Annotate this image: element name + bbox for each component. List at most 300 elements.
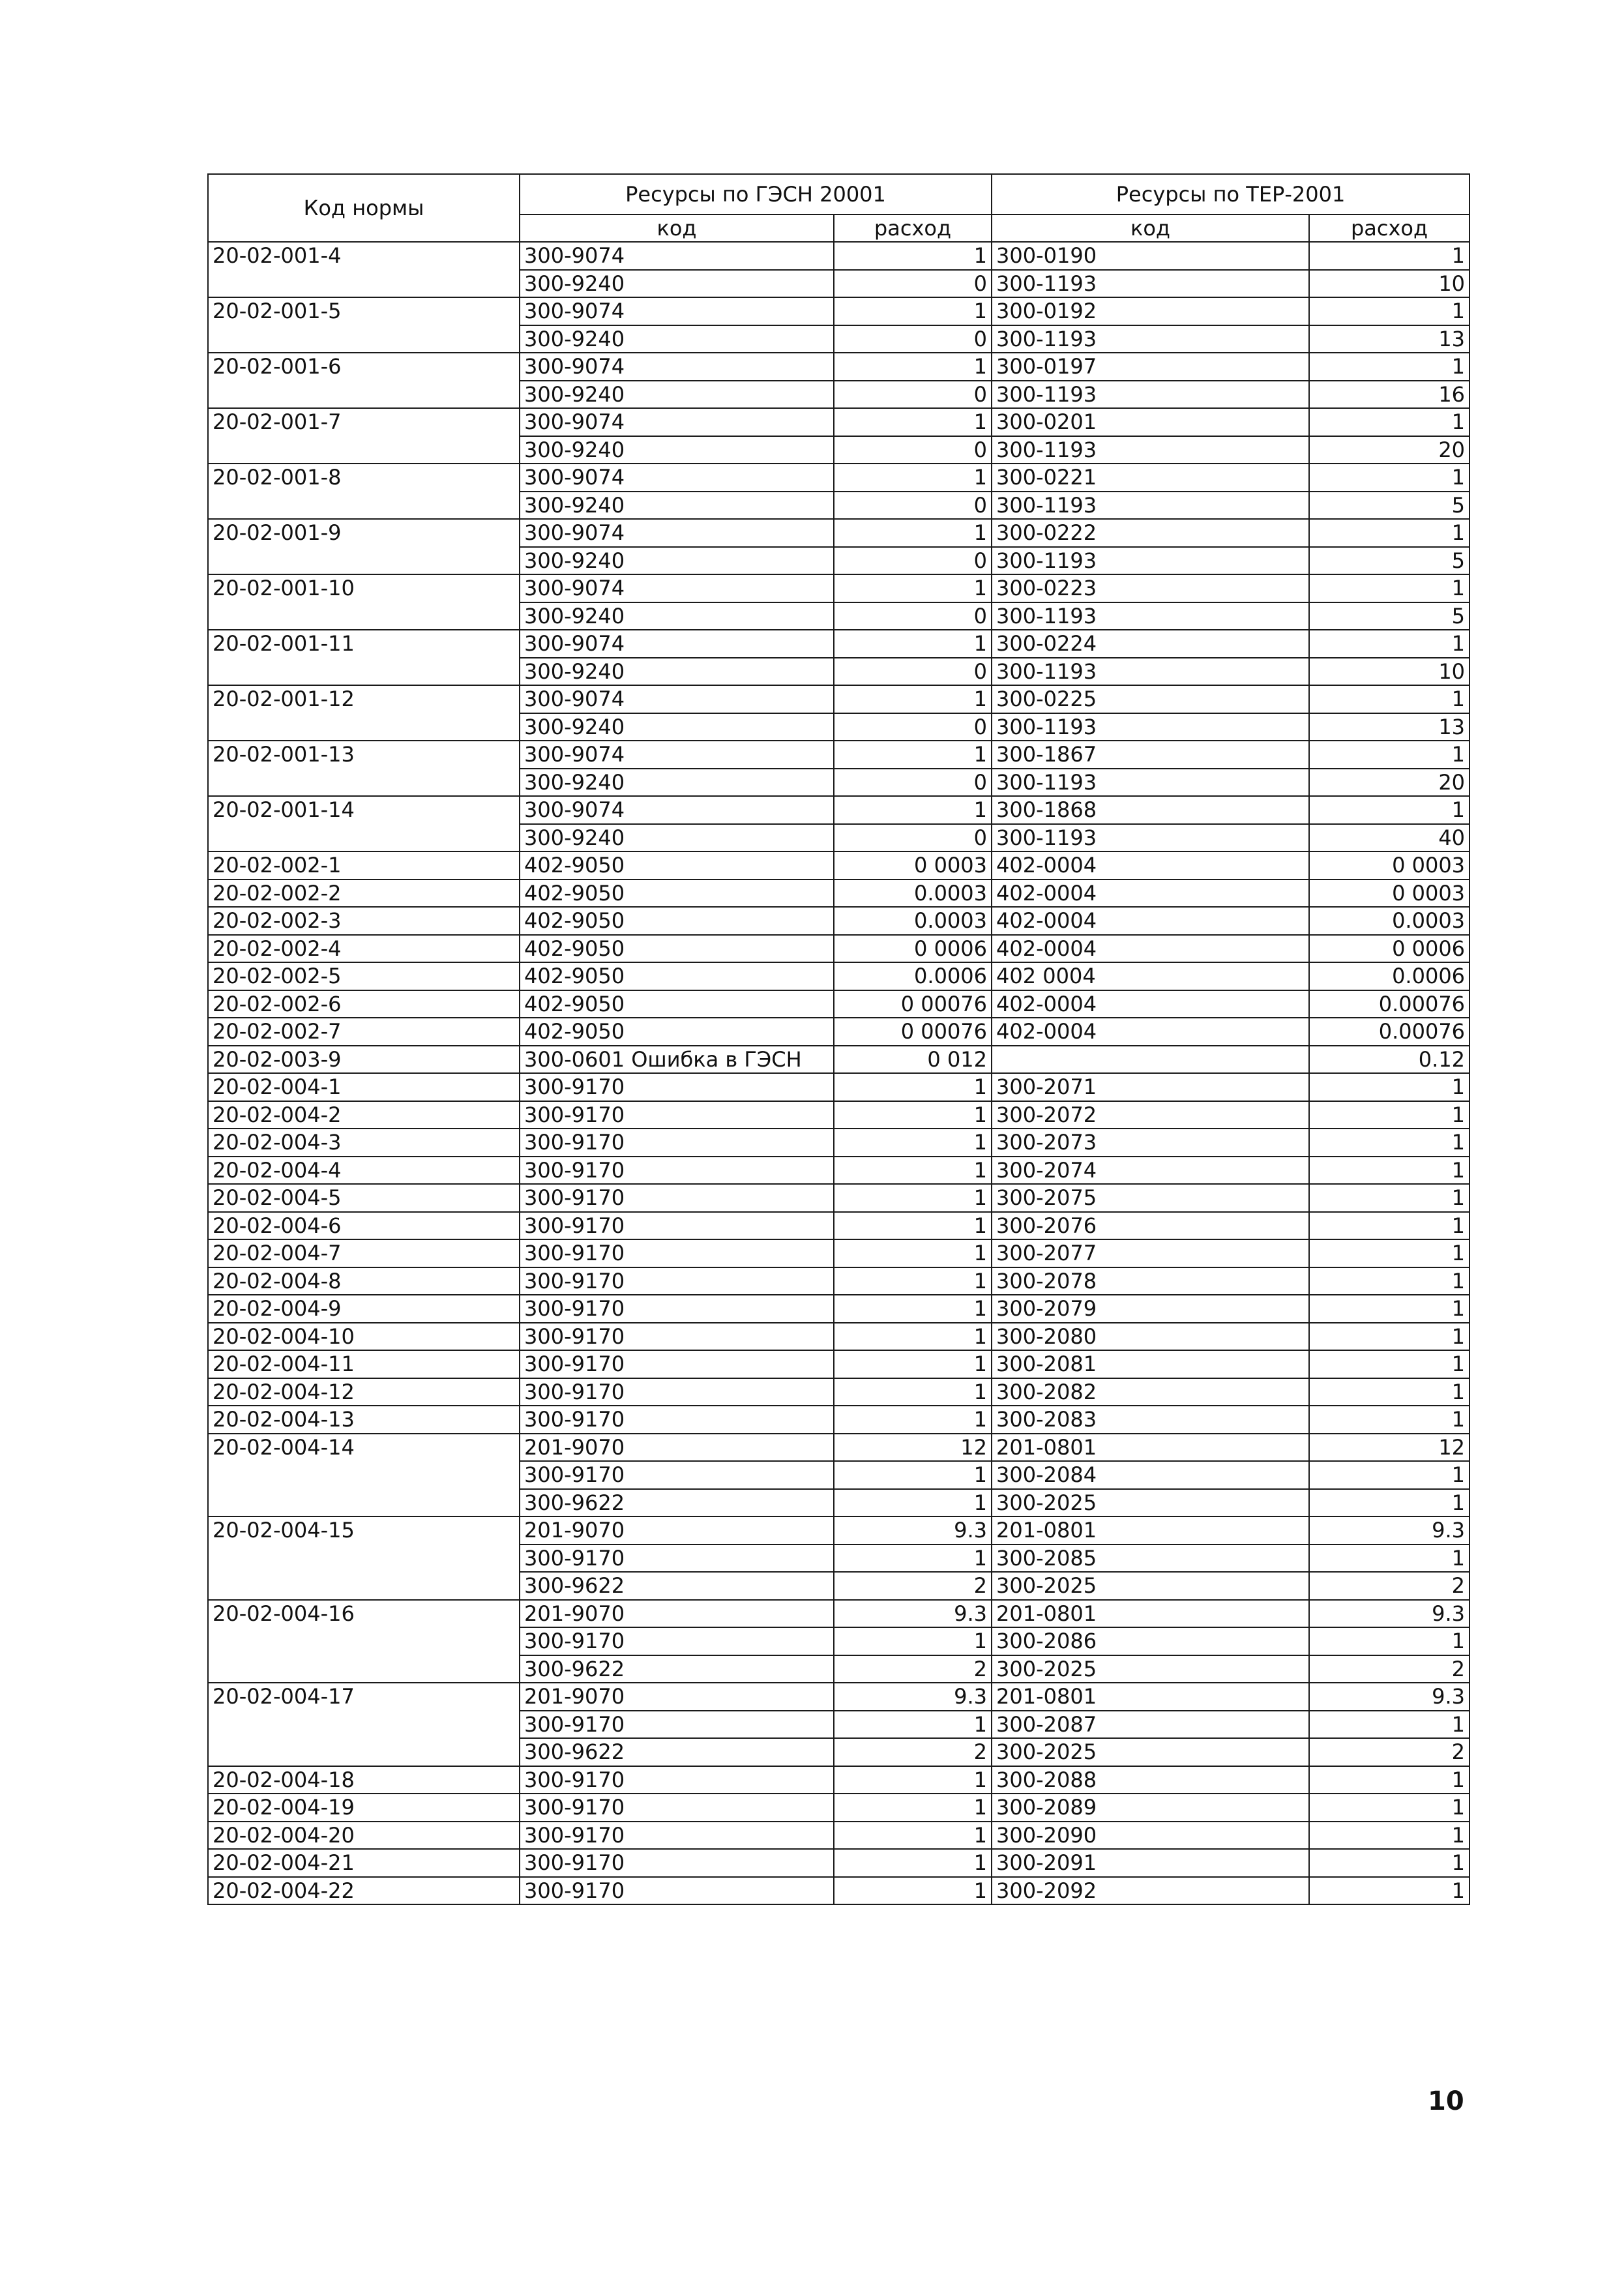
norm-code-cell: 20-02-004-2 [208, 1101, 520, 1129]
ter-usage-cell: 1 [1309, 1129, 1469, 1157]
gesn-usage-cell: 1 [834, 1350, 992, 1378]
gesn-usage-cell: 1 [834, 796, 992, 824]
gesn-usage-cell: 0 [834, 325, 992, 353]
gesn-usage-cell: 1 [834, 1212, 992, 1240]
ter-code-cell: 402-0004 [992, 935, 1309, 963]
table-row [208, 1239, 1469, 1267]
ter-usage-cell: 1 [1309, 519, 1469, 547]
ter-code-cell: 300-2082 [992, 1378, 1309, 1406]
ter-code-cell: 300-2085 [992, 1545, 1309, 1573]
ter-usage-cell: 1 [1309, 1212, 1469, 1240]
gesn-code-cell: 300-9170 [520, 1711, 834, 1739]
table-row [208, 1766, 1469, 1794]
norm-code-cell: 20-02-004-13 [208, 1406, 520, 1434]
ter-usage-cell: 1 [1309, 242, 1469, 270]
ter-usage-cell: 1 [1309, 574, 1469, 602]
ter-code-cell: 300-2083 [992, 1406, 1309, 1434]
ter-usage-cell: 1 [1309, 685, 1469, 713]
ter-code-cell: 300-2025 [992, 1572, 1309, 1600]
gesn-usage-cell: 1 [834, 1129, 992, 1157]
table-row [208, 879, 1469, 908]
ter-usage-cell: 20 [1309, 769, 1469, 797]
gesn-usage-cell: 1 [834, 1323, 992, 1351]
gesn-code-cell: 300-9240 [520, 325, 834, 353]
gesn-usage-cell: 1 [834, 519, 992, 547]
gesn-code-cell: 300-9170 [520, 1822, 834, 1850]
gesn-usage-cell: 1 [834, 1822, 992, 1850]
ter-code-cell: 300-2025 [992, 1489, 1309, 1517]
ter-usage-cell: 1 [1309, 1295, 1469, 1323]
gesn-code-cell: 300-9170 [520, 1073, 834, 1101]
header-gesn-code: код [520, 214, 834, 242]
gesn-usage-cell: 0 [834, 381, 992, 409]
norm-code-cell: 20-02-004-11 [208, 1350, 520, 1378]
gesn-code-cell: 300-9170 [520, 1406, 834, 1434]
gesn-usage-cell: 1 [834, 1627, 992, 1655]
table-row [208, 741, 1469, 769]
gesn-usage-cell: 0 0006 [834, 935, 992, 963]
norm-code-cell: 20-02-001-13 [208, 741, 520, 796]
ter-code-cell: 300-2075 [992, 1184, 1309, 1212]
norm-code-cell: 20-02-002-4 [208, 935, 520, 963]
gesn-code-cell: 402-9050 [520, 907, 834, 935]
gesn-usage-cell: 1 [834, 1766, 992, 1794]
gesn-usage-cell: 1 [834, 1406, 992, 1434]
ter-usage-cell: 1 [1309, 408, 1469, 436]
ter-usage-cell: 1 [1309, 1267, 1469, 1295]
ter-usage-cell: 1 [1309, 1627, 1469, 1655]
norm-code-cell: 20-02-004-9 [208, 1295, 520, 1323]
gesn-usage-cell: 12 [834, 1434, 992, 1462]
norm-code-cell: 20-02-004-18 [208, 1766, 520, 1794]
gesn-code-cell: 300-9170 [520, 1627, 834, 1655]
table-row [208, 297, 1469, 325]
ter-usage-cell: 10 [1309, 658, 1469, 686]
ter-code-cell: 402-0004 [992, 1018, 1309, 1046]
ter-code-cell: 300-0197 [992, 353, 1309, 381]
page-number: 10 [1428, 2086, 1464, 2116]
gesn-code-cell: 300-9240 [520, 381, 834, 409]
ter-code-cell: 300-2092 [992, 1877, 1309, 1905]
ter-usage-cell: 0 0003 [1309, 851, 1469, 879]
table-row [208, 851, 1469, 879]
ter-code-cell: 300-2087 [992, 1711, 1309, 1739]
table-row [208, 1129, 1469, 1157]
table-row [208, 1184, 1469, 1212]
gesn-usage-cell: 1 [834, 1461, 992, 1489]
gesn-code-cell: 300-9170 [520, 1378, 834, 1406]
gesn-code-cell: 402-9050 [520, 1018, 834, 1046]
header-group-gesn: Ресурсы по ГЭСН 20001 [520, 174, 992, 214]
gesn-usage-cell: 1 [834, 685, 992, 713]
norm-code-cell: 20-02-004-8 [208, 1267, 520, 1295]
ter-usage-cell: 0.0003 [1309, 907, 1469, 935]
ter-usage-cell: 0.00076 [1309, 990, 1469, 1018]
table-row [208, 1018, 1469, 1046]
ter-code-cell: 300-1193 [992, 270, 1309, 298]
ter-code-cell: 300-1193 [992, 824, 1309, 852]
gesn-usage-cell: 0 0003 [834, 851, 992, 879]
gesn-code-cell: 201-9070 [520, 1683, 834, 1711]
ter-code-cell: 300-1193 [992, 769, 1309, 797]
ter-usage-cell: 1 [1309, 630, 1469, 658]
norm-code-cell: 20-02-004-19 [208, 1794, 520, 1822]
ter-usage-cell: 1 [1309, 1545, 1469, 1573]
ter-code-cell: 300-2077 [992, 1239, 1309, 1267]
ter-usage-cell: 0 0003 [1309, 879, 1469, 908]
gesn-code-cell: 201-9070 [520, 1600, 834, 1628]
norm-code-cell: 20-02-004-17 [208, 1683, 520, 1766]
ter-usage-cell: 5 [1309, 602, 1469, 630]
ter-usage-cell: 1 [1309, 1378, 1469, 1406]
gesn-code-cell: 300-9074 [520, 685, 834, 713]
table-row [208, 685, 1469, 713]
ter-usage-cell: 5 [1309, 492, 1469, 520]
ter-usage-cell: 2 [1309, 1738, 1469, 1766]
gesn-usage-cell: 1 [834, 1849, 992, 1877]
gesn-code-cell: 402-9050 [520, 962, 834, 990]
gesn-usage-cell: 0 [834, 602, 992, 630]
norm-code-cell: 20-02-001-9 [208, 519, 520, 574]
gesn-usage-cell: 0 [834, 436, 992, 464]
gesn-code-cell: 300-9074 [520, 796, 834, 824]
gesn-code-cell: 300-9170 [520, 1794, 834, 1822]
header-ter-usage: расход [1309, 214, 1469, 242]
table-row [208, 962, 1469, 990]
norm-code-cell: 20-02-001-11 [208, 630, 520, 685]
gesn-code-cell: 300-9240 [520, 824, 834, 852]
ter-code-cell: 300-2080 [992, 1323, 1309, 1351]
table-row [208, 1267, 1469, 1295]
gesn-usage-cell: 1 [834, 297, 992, 325]
norm-code-cell: 20-02-002-7 [208, 1018, 520, 1046]
norm-code-cell: 20-02-004-6 [208, 1212, 520, 1240]
norm-code-cell: 20-02-002-1 [208, 851, 520, 879]
ter-usage-cell: 9.3 [1309, 1516, 1469, 1545]
gesn-code-cell: 300-9622 [520, 1738, 834, 1766]
ter-code-cell: 300-2091 [992, 1849, 1309, 1877]
ter-code-cell: 300-1867 [992, 741, 1309, 769]
gesn-usage-cell: 0.0006 [834, 962, 992, 990]
gesn-code-cell: 300-9170 [520, 1877, 834, 1905]
gesn-code-cell: 300-9240 [520, 602, 834, 630]
norm-code-cell: 20-02-001-7 [208, 408, 520, 464]
table-row [208, 1157, 1469, 1185]
gesn-usage-cell: 0.0003 [834, 907, 992, 935]
gesn-usage-cell: 1 [834, 1073, 992, 1101]
table-row [208, 1877, 1469, 1905]
gesn-usage-cell: 1 [834, 1101, 992, 1129]
ter-usage-cell: 1 [1309, 1794, 1469, 1822]
gesn-code-cell: 300-9170 [520, 1350, 834, 1378]
gesn-code-cell: 300-9240 [520, 270, 834, 298]
gesn-usage-cell: 1 [834, 741, 992, 769]
ter-usage-cell: 0.0006 [1309, 962, 1469, 990]
table-row [208, 1406, 1469, 1434]
gesn-usage-cell: 9.3 [834, 1516, 992, 1545]
norm-code-cell: 20-02-004-14 [208, 1434, 520, 1517]
ter-code-cell: 300-2089 [992, 1794, 1309, 1822]
ter-code-cell: 300-1193 [992, 381, 1309, 409]
resource-table [207, 173, 1470, 1905]
header-gesn-usage: расход [834, 214, 992, 242]
gesn-code-cell: 300-9074 [520, 630, 834, 658]
norm-code-cell: 20-02-004-16 [208, 1600, 520, 1683]
ter-code-cell: 402-0004 [992, 990, 1309, 1018]
norm-code-cell: 20-02-002-5 [208, 962, 520, 990]
gesn-usage-cell: 0 [834, 824, 992, 852]
gesn-usage-cell: 1 [834, 464, 992, 492]
ter-code-cell: 300-1193 [992, 602, 1309, 630]
table-row [208, 630, 1469, 658]
gesn-usage-cell: 1 [834, 242, 992, 270]
gesn-code-cell: 300-9622 [520, 1572, 834, 1600]
gesn-usage-cell: 0 [834, 547, 992, 575]
ter-usage-cell: 1 [1309, 297, 1469, 325]
norm-code-cell: 20-02-004-12 [208, 1378, 520, 1406]
gesn-usage-cell: 0 [834, 713, 992, 741]
ter-code-cell: 300-2086 [992, 1627, 1309, 1655]
table-row [208, 1323, 1469, 1351]
norm-code-cell: 20-02-001-8 [208, 464, 520, 519]
ter-usage-cell: 1 [1309, 1849, 1469, 1877]
ter-usage-cell: 40 [1309, 824, 1469, 852]
table-header [208, 174, 1469, 242]
gesn-usage-cell: 0 00076 [834, 990, 992, 1018]
ter-usage-cell: 0 0006 [1309, 935, 1469, 963]
ter-code-cell: 300-0201 [992, 408, 1309, 436]
gesn-code-cell: 300-9074 [520, 297, 834, 325]
table-row [208, 1101, 1469, 1129]
ter-usage-cell: 10 [1309, 270, 1469, 298]
table-row [208, 242, 1469, 270]
ter-usage-cell: 1 [1309, 741, 1469, 769]
gesn-usage-cell: 2 [834, 1655, 992, 1683]
norm-code-cell: 20-02-004-10 [208, 1323, 520, 1351]
ter-code-cell: 300-2072 [992, 1101, 1309, 1129]
ter-usage-cell: 1 [1309, 1350, 1469, 1378]
ter-usage-cell: 1 [1309, 1101, 1469, 1129]
table-row [208, 1434, 1469, 1462]
ter-usage-cell: 0.12 [1309, 1046, 1469, 1074]
ter-usage-cell: 1 [1309, 353, 1469, 381]
ter-usage-cell: 1 [1309, 1323, 1469, 1351]
gesn-usage-cell: 1 [834, 1794, 992, 1822]
table-row [208, 1378, 1469, 1406]
gesn-code-cell: 300-9622 [520, 1489, 834, 1517]
ter-usage-cell: 1 [1309, 1822, 1469, 1850]
table-row [208, 1046, 1469, 1074]
gesn-code-cell: 300-9074 [520, 464, 834, 492]
ter-code-cell: 300-0224 [992, 630, 1309, 658]
norm-code-cell: 20-02-004-4 [208, 1157, 520, 1185]
gesn-code-cell: 300-9170 [520, 1461, 834, 1489]
gesn-usage-cell: 1 [834, 1378, 992, 1406]
ter-usage-cell: 9.3 [1309, 1600, 1469, 1628]
gesn-usage-cell: 1 [834, 630, 992, 658]
table-row [208, 796, 1469, 824]
gesn-code-cell: 300-9240 [520, 436, 834, 464]
gesn-usage-cell: 1 [834, 1545, 992, 1573]
gesn-code-cell: 300-9074 [520, 519, 834, 547]
gesn-code-cell: 300-9170 [520, 1766, 834, 1794]
gesn-code-cell: 300-9170 [520, 1157, 834, 1185]
table-body [208, 242, 1469, 1904]
table-row [208, 353, 1469, 381]
gesn-code-cell: 201-9070 [520, 1516, 834, 1545]
gesn-code-cell: 300-9170 [520, 1212, 834, 1240]
gesn-code-cell: 300-9622 [520, 1655, 834, 1683]
gesn-usage-cell: 1 [834, 1295, 992, 1323]
norm-code-cell: 20-02-004-20 [208, 1822, 520, 1850]
gesn-usage-cell: 0 012 [834, 1046, 992, 1074]
norm-code-cell: 20-02-004-22 [208, 1877, 520, 1905]
table-row [208, 574, 1469, 602]
ter-usage-cell: 0.00076 [1309, 1018, 1469, 1046]
gesn-code-cell: 402-9050 [520, 851, 834, 879]
ter-usage-cell: 13 [1309, 325, 1469, 353]
norm-code-cell: 20-02-004-5 [208, 1184, 520, 1212]
gesn-usage-cell: 1 [834, 1489, 992, 1517]
ter-usage-cell: 1 [1309, 796, 1469, 824]
gesn-usage-cell: 1 [834, 1711, 992, 1739]
ter-code-cell: 201-0801 [992, 1434, 1309, 1462]
ter-usage-cell: 16 [1309, 381, 1469, 409]
ter-usage-cell: 13 [1309, 713, 1469, 741]
gesn-code-cell: 402-9050 [520, 879, 834, 908]
norm-code-cell: 20-02-001-10 [208, 574, 520, 630]
table-row [208, 1822, 1469, 1850]
ter-usage-cell: 1 [1309, 1157, 1469, 1185]
norm-code-cell: 20-02-002-3 [208, 907, 520, 935]
ter-code-cell: 300-2079 [992, 1295, 1309, 1323]
norm-code-cell: 20-02-004-3 [208, 1129, 520, 1157]
ter-usage-cell: 1 [1309, 1184, 1469, 1212]
ter-code-cell: 402-0004 [992, 851, 1309, 879]
gesn-usage-cell: 2 [834, 1738, 992, 1766]
gesn-code-cell: 300-9240 [520, 547, 834, 575]
table-row [208, 990, 1469, 1018]
norm-code-cell: 20-02-001-4 [208, 242, 520, 297]
table-row [208, 408, 1469, 436]
ter-code-cell: 300-2081 [992, 1350, 1309, 1378]
ter-code-cell: 300-0222 [992, 519, 1309, 547]
ter-usage-cell: 5 [1309, 547, 1469, 575]
gesn-usage-cell: 1 [834, 1877, 992, 1905]
ter-code-cell: 300-2090 [992, 1822, 1309, 1850]
gesn-code-cell: 300-9170 [520, 1295, 834, 1323]
ter-code-cell: 300-0225 [992, 685, 1309, 713]
table-row [208, 1212, 1469, 1240]
table-row [208, 1295, 1469, 1323]
ter-usage-cell: 1 [1309, 464, 1469, 492]
norm-code-cell: 20-02-004-15 [208, 1516, 520, 1600]
gesn-code-cell: 300-9170 [520, 1545, 834, 1573]
ter-code-cell: 300-0223 [992, 574, 1309, 602]
ter-code-cell: 300-0221 [992, 464, 1309, 492]
ter-usage-cell: 1 [1309, 1461, 1469, 1489]
gesn-usage-cell: 1 [834, 1239, 992, 1267]
gesn-code-cell: 402-9050 [520, 990, 834, 1018]
table-row [208, 1849, 1469, 1877]
ter-usage-cell: 20 [1309, 436, 1469, 464]
table-row [208, 1516, 1469, 1545]
ter-code-cell: 300-2084 [992, 1461, 1309, 1489]
gesn-code-cell: 300-9170 [520, 1267, 834, 1295]
norm-code-cell: 20-02-003-9 [208, 1046, 520, 1074]
ter-usage-cell: 1 [1309, 1406, 1469, 1434]
table-row [208, 935, 1469, 963]
gesn-code-cell: 300-9170 [520, 1129, 834, 1157]
norm-code-cell: 20-02-004-7 [208, 1239, 520, 1267]
ter-usage-cell: 2 [1309, 1655, 1469, 1683]
table-row [208, 464, 1469, 492]
gesn-usage-cell: 0 [834, 769, 992, 797]
gesn-usage-cell: 9.3 [834, 1683, 992, 1711]
header-group-ter: Ресурсы по ТЕР-2001 [992, 174, 1469, 214]
ter-code-cell: 300-1193 [992, 325, 1309, 353]
ter-code-cell: 201-0801 [992, 1516, 1309, 1545]
gesn-code-cell: 300-9074 [520, 242, 834, 270]
ter-code-cell: 300-2074 [992, 1157, 1309, 1185]
ter-code-cell: 300-2025 [992, 1738, 1309, 1766]
ter-code-cell: 402-0004 [992, 879, 1309, 908]
norm-code-cell: 20-02-001-5 [208, 297, 520, 353]
ter-code-cell: 300-1868 [992, 796, 1309, 824]
ter-usage-cell: 1 [1309, 1073, 1469, 1101]
gesn-usage-cell: 1 [834, 1157, 992, 1185]
gesn-code-cell: 300-9240 [520, 658, 834, 686]
gesn-code-cell: 300-9074 [520, 574, 834, 602]
gesn-code-cell: 300-9074 [520, 353, 834, 381]
table-row [208, 1794, 1469, 1822]
norm-code-cell: 20-02-001-14 [208, 796, 520, 851]
ter-code-cell: 402-0004 [992, 907, 1309, 935]
ter-code-cell: 300-2088 [992, 1766, 1309, 1794]
ter-usage-cell: 9.3 [1309, 1683, 1469, 1711]
ter-code-cell: 201-0801 [992, 1600, 1309, 1628]
ter-code-cell: 300-2076 [992, 1212, 1309, 1240]
ter-code-cell [992, 1046, 1309, 1074]
table-row [208, 1600, 1469, 1628]
gesn-usage-cell: 1 [834, 1184, 992, 1212]
ter-code-cell: 300-0192 [992, 297, 1309, 325]
ter-code-cell: 300-1193 [992, 713, 1309, 741]
gesn-usage-cell: 0 [834, 492, 992, 520]
ter-usage-cell: 1 [1309, 1711, 1469, 1739]
ter-code-cell: 300-2078 [992, 1267, 1309, 1295]
gesn-usage-cell: 0 [834, 658, 992, 686]
gesn-usage-cell: 1 [834, 1267, 992, 1295]
gesn-code-cell: 300-9240 [520, 769, 834, 797]
gesn-code-cell: 300-9170 [520, 1239, 834, 1267]
ter-code-cell: 300-2025 [992, 1655, 1309, 1683]
ter-code-cell: 300-2071 [992, 1073, 1309, 1101]
gesn-usage-cell: 1 [834, 408, 992, 436]
ter-code-cell: 402 0004 [992, 962, 1309, 990]
gesn-code-cell: 300-9240 [520, 713, 834, 741]
header-code-norm: Код нормы [208, 174, 520, 242]
table-row [208, 519, 1469, 547]
gesn-code-cell: 402-9050 [520, 935, 834, 963]
ter-code-cell: 300-1193 [992, 492, 1309, 520]
gesn-code-cell: 300-9074 [520, 408, 834, 436]
ter-code-cell: 300-2073 [992, 1129, 1309, 1157]
table-row [208, 1073, 1469, 1101]
gesn-code-cell: 300-9170 [520, 1101, 834, 1129]
norm-code-cell: 20-02-001-6 [208, 353, 520, 408]
table-row [208, 1683, 1469, 1711]
